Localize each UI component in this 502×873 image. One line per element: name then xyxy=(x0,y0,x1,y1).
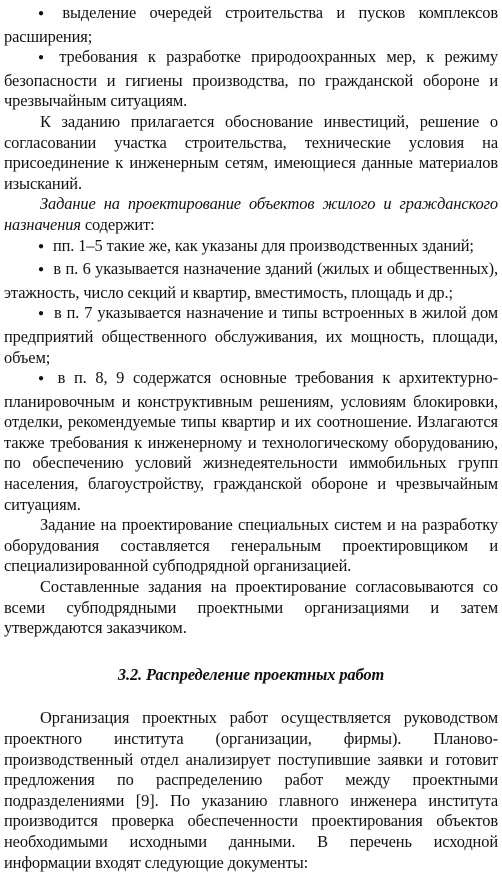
residential-intro-italic: Задание на проектирование объектов жилого и гражданского назначения xyxy=(4,194,498,234)
bullet-item: ● в п. 6 указывается назначение зданий (жилых и общественных), этажность, число секций и квартир, вместимость, площадь и др.; xyxy=(4,259,498,303)
bullet-item: ● требования к разработке природоохранных мер, к режиму безопасности и гигиены производства, по гражданской обороне и чрезвычайным ситуациям. xyxy=(4,47,498,112)
bullet-item: ● в п. 7 указывается назначение и типы встроенных в жилой дом предприятий общественного обслуживания, их мощность, площади, объем; xyxy=(4,303,498,368)
bullet-item: ● выделение очередей строительства и пусков комплексов расширения; xyxy=(4,3,498,47)
paragraph-special-systems: Задание на проектирование специальных систем и на разработку оборудования составляется генеральным проектировщиком и специализированной субподрядной организацией. xyxy=(4,515,498,576)
paragraph-approval: Составленные задания на проектирование согласовываются со всеми субподрядными проектными организациями и затем утверждаются заказчиком. xyxy=(4,577,498,638)
residential-intro-rest: содержит: xyxy=(80,214,155,234)
bullet-item: ● в п. 8, 9 содержатся основные требования к архитектурно-планировочным и конструктивным решениям, условиям блокировки, отделки, рекомендуемые типы квартир и их соотношение. Излагаются также требования к инженерному и технологическому оборудованию, по обеспечению условий жизнедеятельности иммобильных групп населения, благоустройству, гражданской обороне и чрезвычайным ситуациям. xyxy=(4,368,498,515)
paragraph-investments: К заданию прилагается обоснование инвестиций, решение о согласовании участка строительства, технические условия на присоединение к инженерным сетям, имеющиеся данные материалов изысканий. xyxy=(4,111,498,193)
paragraph-residential-intro xyxy=(4,194,498,235)
document-page xyxy=(4,3,498,873)
bullet-item: ● пп. 1–5 такие же, как указаны для производственных зданий; xyxy=(4,236,498,260)
section-heading: 3.2. Распределение проектных работ xyxy=(117,664,385,684)
paragraph-organization: Организация проектных работ осуществляется руководством проектного института (организации, фирмы). Планово-производственный отдел анализирует поступившие заявки и готовит предложения по распределению работ между проектными подразделениями [9]. По указанию главного инженера института производится проверка обеспеченности проектирования объектов необходимыми исходными данными. В перечень исходной информации входят следующие документы: xyxy=(4,708,498,872)
